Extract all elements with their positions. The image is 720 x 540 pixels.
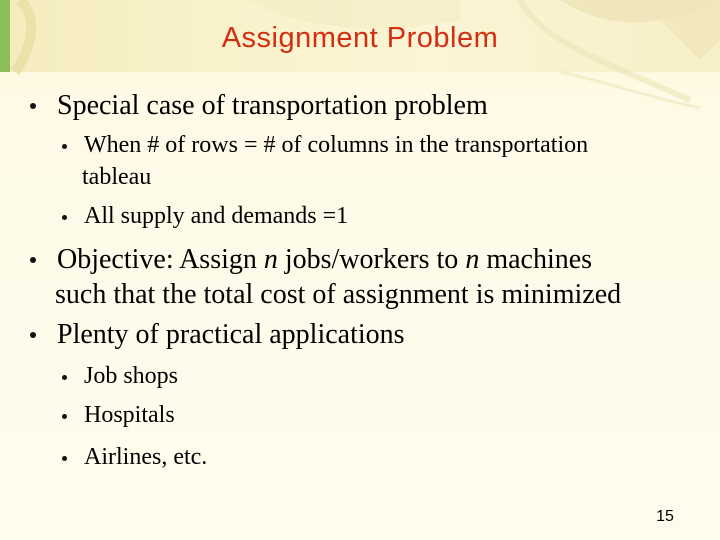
bullet-text-part: machines: [479, 244, 593, 275]
bullet-item: [57, 242, 592, 277]
bullet-text: All supply and demands =1: [84, 203, 349, 229]
sub-bullet-item: [84, 361, 178, 392]
page-number: 15: [656, 508, 674, 525]
bullet-item: [57, 88, 488, 123]
bullet-icon: [30, 103, 36, 109]
bullet-item: [57, 317, 405, 352]
bullet-text: such that the total cost of assignment is minimized: [55, 279, 622, 310]
bullet-icon: [62, 375, 67, 380]
sub-bullet-item: [84, 400, 175, 431]
bullet-text: Special case of transportation problem: [57, 90, 488, 121]
bullet-continuation: [55, 277, 621, 312]
bullet-text-part: Objective: Assign: [57, 244, 264, 275]
slide-title: Assignment Problem: [221, 22, 499, 54]
bullet-text: tableau: [82, 164, 152, 190]
bullet-icon: [62, 456, 67, 461]
bullet-icon: [30, 332, 36, 338]
bullet-text: Airlines, etc.: [84, 444, 208, 470]
bullet-text: When # of rows = # of columns in the transportation: [84, 132, 589, 158]
bullet-text: Plenty of practical applications: [57, 319, 405, 350]
bullet-icon: [62, 144, 67, 149]
bullet-text: Hospitals: [84, 402, 175, 428]
slide-content: [0, 88, 720, 488]
bullet-text-italic: n: [465, 244, 480, 275]
sub-bullet-continuation: [82, 162, 151, 193]
bullet-icon: [30, 257, 36, 263]
bullet-text-italic: n: [263, 244, 278, 275]
sub-bullet-item: [84, 201, 348, 232]
sub-bullet-item: [84, 130, 588, 161]
bullet-text-part: jobs/workers to: [277, 244, 466, 275]
bullet-icon: [62, 414, 67, 419]
bullet-text: Job shops: [84, 363, 179, 389]
sub-bullet-item: [84, 442, 207, 473]
bullet-icon: [62, 215, 67, 220]
